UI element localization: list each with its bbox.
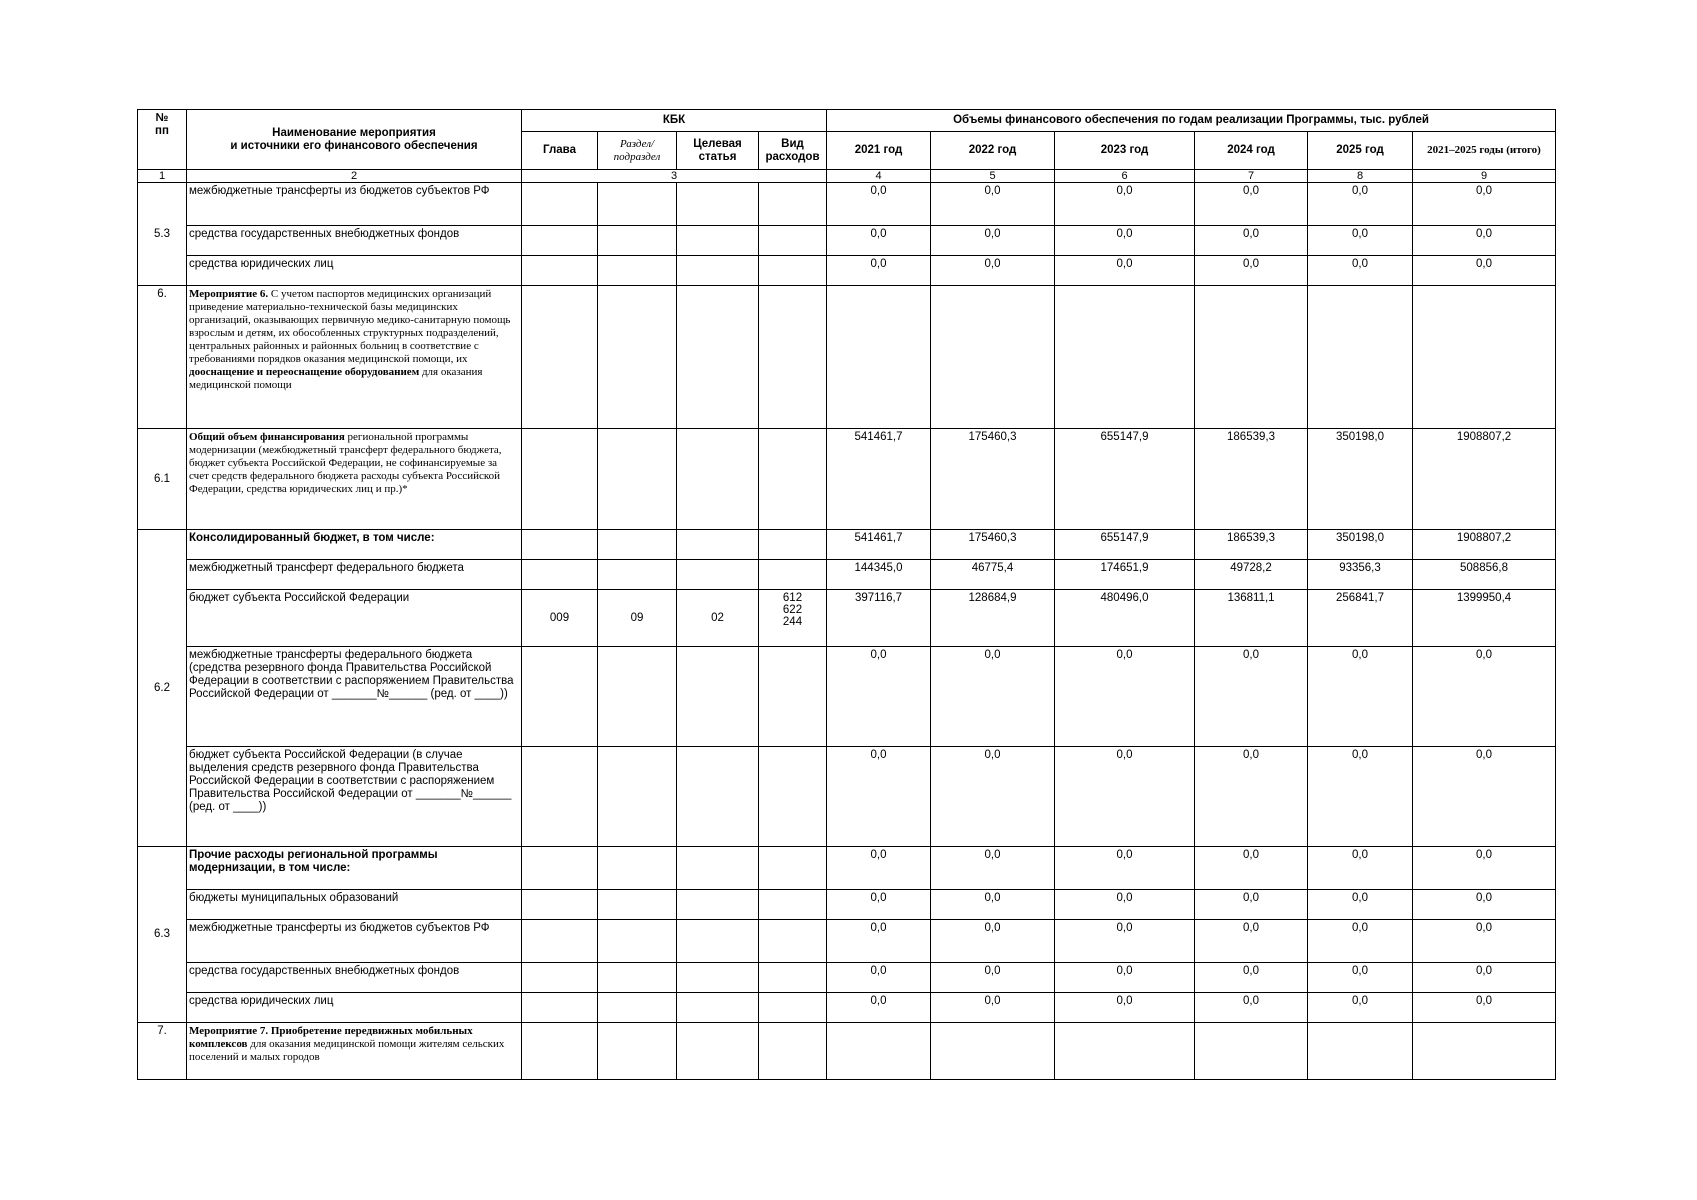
kbk-cell: 009 xyxy=(522,590,598,647)
value-cell: 0,0 xyxy=(931,993,1055,1023)
value-cell xyxy=(827,1023,931,1080)
value-cell: 0,0 xyxy=(1413,256,1556,286)
value-cell: 0,0 xyxy=(1413,993,1556,1023)
kbk-cell xyxy=(677,747,759,847)
index-cell: 4 xyxy=(827,170,931,183)
kbk-cell xyxy=(598,993,677,1023)
value-cell: 0,0 xyxy=(1195,963,1308,993)
kbk-cell xyxy=(759,963,827,993)
kbk-cell xyxy=(598,183,677,226)
row-name: бюджет субъекта Российской Федерации (в случае выделения средств резервного фонда Правительства Российской Федерации в соответствии с распоряжением Правительства Российской Федерации от _______№______ (ред. от ____)) xyxy=(187,747,522,847)
kbk-cell xyxy=(598,226,677,256)
value-cell: 0,0 xyxy=(1308,920,1413,963)
value-cell: 0,0 xyxy=(1413,847,1556,890)
kbk-cell: 09 xyxy=(598,590,677,647)
table-row xyxy=(138,847,1556,890)
table-row xyxy=(138,530,1556,560)
col-header-kbk: КБК xyxy=(522,110,827,132)
col-header-year-2024: 2024 год xyxy=(1195,132,1308,170)
table-row xyxy=(138,256,1556,286)
row-name-bold: Общий объем финансирования xyxy=(189,431,345,443)
value-cell: 0,0 xyxy=(1308,890,1413,920)
kbk-cell xyxy=(598,560,677,590)
value-cell: 0,0 xyxy=(827,993,931,1023)
table-body xyxy=(138,183,1556,1080)
row-number: 5.3 xyxy=(138,183,187,286)
value-cell: 0,0 xyxy=(1195,747,1308,847)
value-cell: 0,0 xyxy=(931,647,1055,747)
value-cell: 0,0 xyxy=(1413,747,1556,847)
row-name: средства государственных внебюджетных фондов xyxy=(187,963,522,993)
col-header-num: № пп xyxy=(138,110,187,170)
kbk-cell xyxy=(522,183,598,226)
kbk-cell xyxy=(598,647,677,747)
value-cell: 1908807,2 xyxy=(1413,429,1556,530)
value-cell: 128684,9 xyxy=(931,590,1055,647)
row-number: 6. xyxy=(138,286,187,429)
value-cell: 0,0 xyxy=(931,747,1055,847)
index-cell: 8 xyxy=(1308,170,1413,183)
col-header-statya: Целевая статья xyxy=(677,132,759,170)
value-cell xyxy=(1413,286,1556,429)
kbk-cell: 02 xyxy=(677,590,759,647)
value-cell: 0,0 xyxy=(931,256,1055,286)
col-header-year-2023: 2023 год xyxy=(1055,132,1195,170)
value-cell: 0,0 xyxy=(1195,847,1308,890)
col-header-year-2022: 2022 год xyxy=(931,132,1055,170)
value-cell: 0,0 xyxy=(827,963,931,993)
value-cell: 0,0 xyxy=(1308,256,1413,286)
value-cell: 0,0 xyxy=(827,920,931,963)
value-cell: 508856,8 xyxy=(1413,560,1556,590)
table-row xyxy=(138,963,1556,993)
value-cell: 1908807,2 xyxy=(1413,530,1556,560)
kbk-cell xyxy=(759,920,827,963)
kbk-cell xyxy=(598,1023,677,1080)
value-cell: 0,0 xyxy=(931,226,1055,256)
table-row xyxy=(138,590,1556,647)
kbk-cell xyxy=(677,560,759,590)
value-cell xyxy=(1195,1023,1308,1080)
kbk-cell xyxy=(522,256,598,286)
row-name: межбюджетные трансферты федерального бюджета (средства резервного фонда Правительства Российской Федерации в соответствии с распоряжением Правительства Российской Федерации от _______№______ (ред. от ____)) xyxy=(187,647,522,747)
value-cell: 0,0 xyxy=(931,183,1055,226)
value-cell: 0,0 xyxy=(1195,647,1308,747)
kbk-cell xyxy=(598,429,677,530)
col-header-vid: Вид расходов xyxy=(759,132,827,170)
row-name-text: для оказания медицинской помощи жителям сельских поселений и малых городов xyxy=(189,1038,505,1063)
value-cell: 144345,0 xyxy=(827,560,931,590)
index-cell: 7 xyxy=(1195,170,1308,183)
row-name: бюджет субъекта Российской Федерации xyxy=(187,590,522,647)
value-cell: 0,0 xyxy=(1055,847,1195,890)
value-cell: 0,0 xyxy=(827,647,931,747)
kbk-cell xyxy=(522,560,598,590)
col-header-razdel: Раздел/ подраздел xyxy=(598,132,677,170)
kbk-cell: 612 622 244 xyxy=(759,590,827,647)
value-cell: 0,0 xyxy=(1308,993,1413,1023)
value-cell: 0,0 xyxy=(1055,963,1195,993)
row-name-bold: дооснащение и переоснащение оборудованием xyxy=(189,366,420,378)
table-row xyxy=(138,890,1556,920)
value-cell: 0,0 xyxy=(931,890,1055,920)
table-row xyxy=(138,226,1556,256)
kbk-cell xyxy=(759,560,827,590)
value-cell: 0,0 xyxy=(827,747,931,847)
value-cell xyxy=(1195,286,1308,429)
value-cell: 0,0 xyxy=(1195,183,1308,226)
row-name: средства государственных внебюджетных фондов xyxy=(187,226,522,256)
row-name: бюджеты муниципальных образований xyxy=(187,890,522,920)
value-cell xyxy=(931,1023,1055,1080)
table-row xyxy=(138,183,1556,226)
kbk-cell xyxy=(598,530,677,560)
value-cell: 0,0 xyxy=(1055,226,1195,256)
kbk-cell xyxy=(598,847,677,890)
value-cell xyxy=(931,286,1055,429)
value-cell: 0,0 xyxy=(1055,747,1195,847)
kbk-cell xyxy=(598,286,677,429)
kbk-cell xyxy=(522,920,598,963)
value-cell: 397116,7 xyxy=(827,590,931,647)
col-header-volumes: Объемы финансового обеспечения по годам реализации Программы, тыс. рублей xyxy=(827,110,1556,132)
col-header-total: 2021–2025 годы (итого) xyxy=(1413,132,1556,170)
kbk-cell xyxy=(677,847,759,890)
col-header-glava: Глава xyxy=(522,132,598,170)
row-number: 6.1 xyxy=(138,429,187,530)
kbk-cell xyxy=(522,963,598,993)
kbk-cell xyxy=(759,530,827,560)
value-cell: 0,0 xyxy=(1413,647,1556,747)
kbk-cell xyxy=(677,993,759,1023)
table-row xyxy=(138,747,1556,847)
value-cell: 0,0 xyxy=(931,920,1055,963)
value-cell: 350198,0 xyxy=(1308,429,1413,530)
kbk-cell xyxy=(759,847,827,890)
kbk-cell xyxy=(677,183,759,226)
kbk-cell xyxy=(522,890,598,920)
row-name-bold: Мероприятие 7. Приобретение передвижных мобильных комплексов xyxy=(189,1025,473,1050)
row-name: Прочие расходы региональной программы модернизации, в том числе: xyxy=(187,847,522,890)
value-cell: 175460,3 xyxy=(931,530,1055,560)
value-cell: 0,0 xyxy=(1195,920,1308,963)
row-name-text: С учетом паспортов медицинских организаций приведение материально-технической базы медицинских организаций, оказывающих первичную медико-санитарную помощь взрослым и детям, их обособленных структурных подразделений, центральных районных и районных больниц в соответствие с требованиями порядков оказания медицинской помощи, их xyxy=(189,288,511,365)
table-row xyxy=(138,286,1556,429)
kbk-cell xyxy=(677,1023,759,1080)
index-cell: 9 xyxy=(1413,170,1556,183)
kbk-cell xyxy=(759,647,827,747)
table-row xyxy=(138,1023,1556,1080)
kbk-cell xyxy=(759,183,827,226)
kbk-cell xyxy=(522,747,598,847)
row-name: средства юридических лиц xyxy=(187,256,522,286)
budget-table-page xyxy=(137,109,1556,1080)
table-row xyxy=(138,429,1556,530)
table-row xyxy=(138,920,1556,963)
kbk-cell xyxy=(522,993,598,1023)
value-cell: 0,0 xyxy=(1195,226,1308,256)
value-cell: 256841,7 xyxy=(1308,590,1413,647)
row-name: средства юридических лиц xyxy=(187,993,522,1023)
value-cell: 136811,1 xyxy=(1195,590,1308,647)
value-cell: 0,0 xyxy=(1413,890,1556,920)
row-name xyxy=(187,1023,522,1080)
table-row xyxy=(138,647,1556,747)
value-cell: 0,0 xyxy=(1308,747,1413,847)
value-cell: 480496,0 xyxy=(1055,590,1195,647)
kbk-cell xyxy=(759,1023,827,1080)
value-cell xyxy=(1055,286,1195,429)
value-cell: 0,0 xyxy=(1055,647,1195,747)
value-cell: 0,0 xyxy=(827,256,931,286)
value-cell: 0,0 xyxy=(827,226,931,256)
value-cell: 186539,3 xyxy=(1195,530,1308,560)
row-name: межбюджетный трансферт федерального бюджета xyxy=(187,560,522,590)
kbk-cell xyxy=(522,1023,598,1080)
kbk-cell xyxy=(759,286,827,429)
value-cell: 186539,3 xyxy=(1195,429,1308,530)
row-name-text: для оказания медицинской помощи xyxy=(189,366,483,391)
kbk-cell xyxy=(522,847,598,890)
value-cell: 0,0 xyxy=(1413,920,1556,963)
col-header-name: Наименование мероприятия и источники его финансового обеспечения xyxy=(187,110,522,170)
value-cell: 541461,7 xyxy=(827,429,931,530)
index-cell: 2 xyxy=(187,170,522,183)
kbk-cell xyxy=(598,963,677,993)
value-cell: 0,0 xyxy=(827,847,931,890)
row-name xyxy=(187,429,522,530)
index-cell: 1 xyxy=(138,170,187,183)
value-cell: 175460,3 xyxy=(931,429,1055,530)
value-cell: 0,0 xyxy=(931,847,1055,890)
value-cell: 0,0 xyxy=(1195,993,1308,1023)
value-cell: 0,0 xyxy=(931,963,1055,993)
value-cell: 0,0 xyxy=(1195,256,1308,286)
value-cell: 93356,3 xyxy=(1308,560,1413,590)
col-header-year-2025: 2025 год xyxy=(1308,132,1413,170)
value-cell: 0,0 xyxy=(1308,963,1413,993)
value-cell: 0,0 xyxy=(1413,226,1556,256)
kbk-cell xyxy=(677,256,759,286)
kbk-cell xyxy=(677,920,759,963)
row-name xyxy=(187,286,522,429)
value-cell xyxy=(1055,1023,1195,1080)
kbk-cell xyxy=(759,890,827,920)
value-cell xyxy=(1308,286,1413,429)
kbk-cell xyxy=(598,890,677,920)
kbk-cell xyxy=(522,530,598,560)
value-cell xyxy=(827,286,931,429)
value-cell: 0,0 xyxy=(1413,963,1556,993)
value-cell: 46775,4 xyxy=(931,560,1055,590)
value-cell: 0,0 xyxy=(1055,256,1195,286)
kbk-cell xyxy=(522,226,598,256)
row-name: межбюджетные трансферты из бюджетов субъектов РФ xyxy=(187,920,522,963)
kbk-cell xyxy=(677,963,759,993)
kbk-cell xyxy=(598,920,677,963)
kbk-cell xyxy=(522,429,598,530)
value-cell: 0,0 xyxy=(1308,847,1413,890)
row-name-text: региональной программы модернизации (межбюджетный трансферт федерального бюджета, бюджет субъекта Российской Федерации, не софинансируемые за счет средств федерального бюджета расходы субъекта Российской Федерации, средства юридических лиц и пр.)* xyxy=(189,431,502,495)
kbk-cell xyxy=(759,256,827,286)
value-cell: 350198,0 xyxy=(1308,530,1413,560)
budget-table xyxy=(137,109,1556,1080)
index-cell: 5 xyxy=(931,170,1055,183)
value-cell: 0,0 xyxy=(1413,183,1556,226)
value-cell: 0,0 xyxy=(1195,890,1308,920)
value-cell: 0,0 xyxy=(1055,890,1195,920)
kbk-cell xyxy=(677,530,759,560)
value-cell: 655147,9 xyxy=(1055,429,1195,530)
value-cell: 0,0 xyxy=(1308,183,1413,226)
value-cell: 0,0 xyxy=(1055,183,1195,226)
value-cell: 49728,2 xyxy=(1195,560,1308,590)
kbk-cell xyxy=(522,647,598,747)
table-row xyxy=(138,993,1556,1023)
value-cell xyxy=(1413,1023,1556,1080)
kbk-cell xyxy=(677,286,759,429)
value-cell: 0,0 xyxy=(1308,226,1413,256)
kbk-cell xyxy=(677,890,759,920)
kbk-cell xyxy=(522,286,598,429)
value-cell: 655147,9 xyxy=(1055,530,1195,560)
kbk-cell xyxy=(677,647,759,747)
kbk-cell xyxy=(677,226,759,256)
row-number: 6.2 xyxy=(138,530,187,847)
kbk-cell xyxy=(759,993,827,1023)
kbk-cell xyxy=(759,226,827,256)
row-number: 6.3 xyxy=(138,847,187,1023)
value-cell: 0,0 xyxy=(827,890,931,920)
value-cell: 0,0 xyxy=(1055,920,1195,963)
value-cell: 174651,9 xyxy=(1055,560,1195,590)
value-cell: 0,0 xyxy=(1308,647,1413,747)
row-name-bold: Мероприятие 6. xyxy=(189,288,269,300)
row-name: межбюджетные трансферты из бюджетов субъектов РФ xyxy=(187,183,522,226)
row-number: 7. xyxy=(138,1023,187,1080)
col-header-year-2021: 2021 год xyxy=(827,132,931,170)
value-cell: 1399950,4 xyxy=(1413,590,1556,647)
value-cell: 0,0 xyxy=(1055,993,1195,1023)
index-cell: 3 xyxy=(522,170,827,183)
kbk-cell xyxy=(759,429,827,530)
row-name: Консолидированный бюджет, в том числе: xyxy=(187,530,522,560)
value-cell xyxy=(1308,1023,1413,1080)
kbk-cell xyxy=(598,747,677,847)
index-cell: 6 xyxy=(1055,170,1195,183)
value-cell: 0,0 xyxy=(827,183,931,226)
kbk-cell xyxy=(598,256,677,286)
kbk-cell xyxy=(759,747,827,847)
table-row xyxy=(138,560,1556,590)
kbk-cell xyxy=(677,429,759,530)
value-cell: 541461,7 xyxy=(827,530,931,560)
